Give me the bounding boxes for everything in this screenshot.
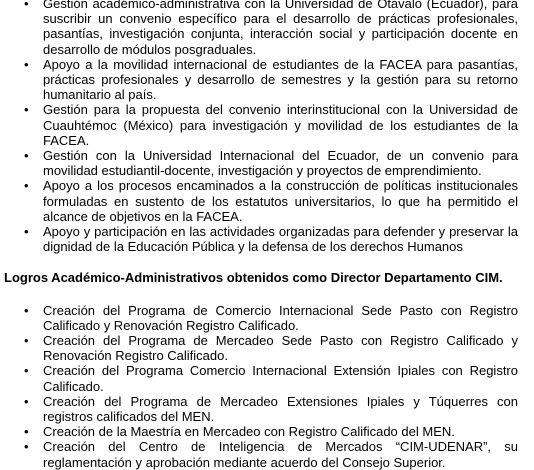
list-item-text: Creación del Programa de Comercio Internacional Sede Pasto con Registro Calificado y Renovación Registro Calificado. xyxy=(43,302,518,333)
list-item xyxy=(0,424,534,439)
list-item-text: Creación del Programa de Mercadeo Extensiones Ipiales y Túquerres con registros calificados del MEN. xyxy=(43,393,518,425)
list-item xyxy=(0,0,534,57)
list-item-text: Creación del Programa de Mercadeo Sede Pasto con Registro Calificado y Renovación Registro Calificado. xyxy=(43,333,518,364)
list-item-text: Creación del Centro de Inteligencia de Mercados “CIM-UDENAR”, su reglamentación y aprobación mediante acuerdo del Consejo Superior. xyxy=(43,439,518,470)
list-item xyxy=(0,178,534,224)
list-item xyxy=(0,224,534,254)
bullet-marker: • xyxy=(24,224,29,240)
list-item-text: Creación de la Maestría en Mercadeo con Registro Calificado del MEN. xyxy=(43,424,455,440)
bullet-marker: • xyxy=(24,363,29,379)
bullet-marker: • xyxy=(24,333,29,349)
list-item xyxy=(0,394,534,424)
bullet-marker: • xyxy=(24,393,29,409)
achievements-list xyxy=(0,303,534,470)
list-item-text: Apoyo a la movilidad internacional de estudiantes de la FACEA para pasantías, prácticas profesionales y desarrollo de semestres y la gestión para su retorno humanitario al país. xyxy=(43,56,518,103)
list-item xyxy=(0,303,534,333)
list-item xyxy=(0,363,534,393)
list-item-text: Gestión con la Universidad Internacional del Ecuador, de un convenio para movilidad estudiantil-docente, investigación y proyectos de emprendimiento. xyxy=(43,148,518,179)
bullet-marker: • xyxy=(24,424,29,440)
bullet-marker: • xyxy=(24,56,29,72)
bullet-marker: • xyxy=(24,302,29,318)
bullet-marker: • xyxy=(24,0,29,11)
section-heading: Logros Académico-Administrativos obtenidos como Director Departamento CIM. xyxy=(4,270,503,286)
list-item xyxy=(0,148,534,178)
list-item-text: Gestión para la propuesta del convenio interinstitucional con la Universidad de Cuauhtémoc (México) para investigación y movilidad de los estudiantes de la FACEA. xyxy=(43,102,518,148)
list-item xyxy=(0,102,534,148)
bullet-marker: • xyxy=(24,178,29,194)
list-item-text: Apoyo y participación en las actividades organizadas para defender y preservar la dignidad de la Educación Pública y la defensa de los derechos Humanos xyxy=(43,224,518,255)
list-item-text: Gestión académico-administrativa con la Universidad de Otavalo (Ecuador), para suscribir un convenio específico para el desarrollo de prácticas profesionales, pasantías, investigación conjunta, interacción social y participación docente en desarrollo de módulos posgraduales. xyxy=(43,0,518,57)
bullet-marker: • xyxy=(24,148,29,164)
bullet-marker: • xyxy=(24,439,29,455)
list-item xyxy=(0,439,534,469)
bullet-marker: • xyxy=(24,102,29,118)
list-item xyxy=(0,57,534,103)
list-item xyxy=(0,333,534,363)
list-item-text: Creación del Programa Comercio Internacional Extensión Ipiales con Registro Calificado. xyxy=(43,363,518,394)
list-item-text: Apoyo a los procesos encaminados a la construcción de políticas institucionales formuladas en sustento de los estatutos universitarios, lo que ha permitido el alcance de objetivos en la FACEA. xyxy=(43,178,518,224)
